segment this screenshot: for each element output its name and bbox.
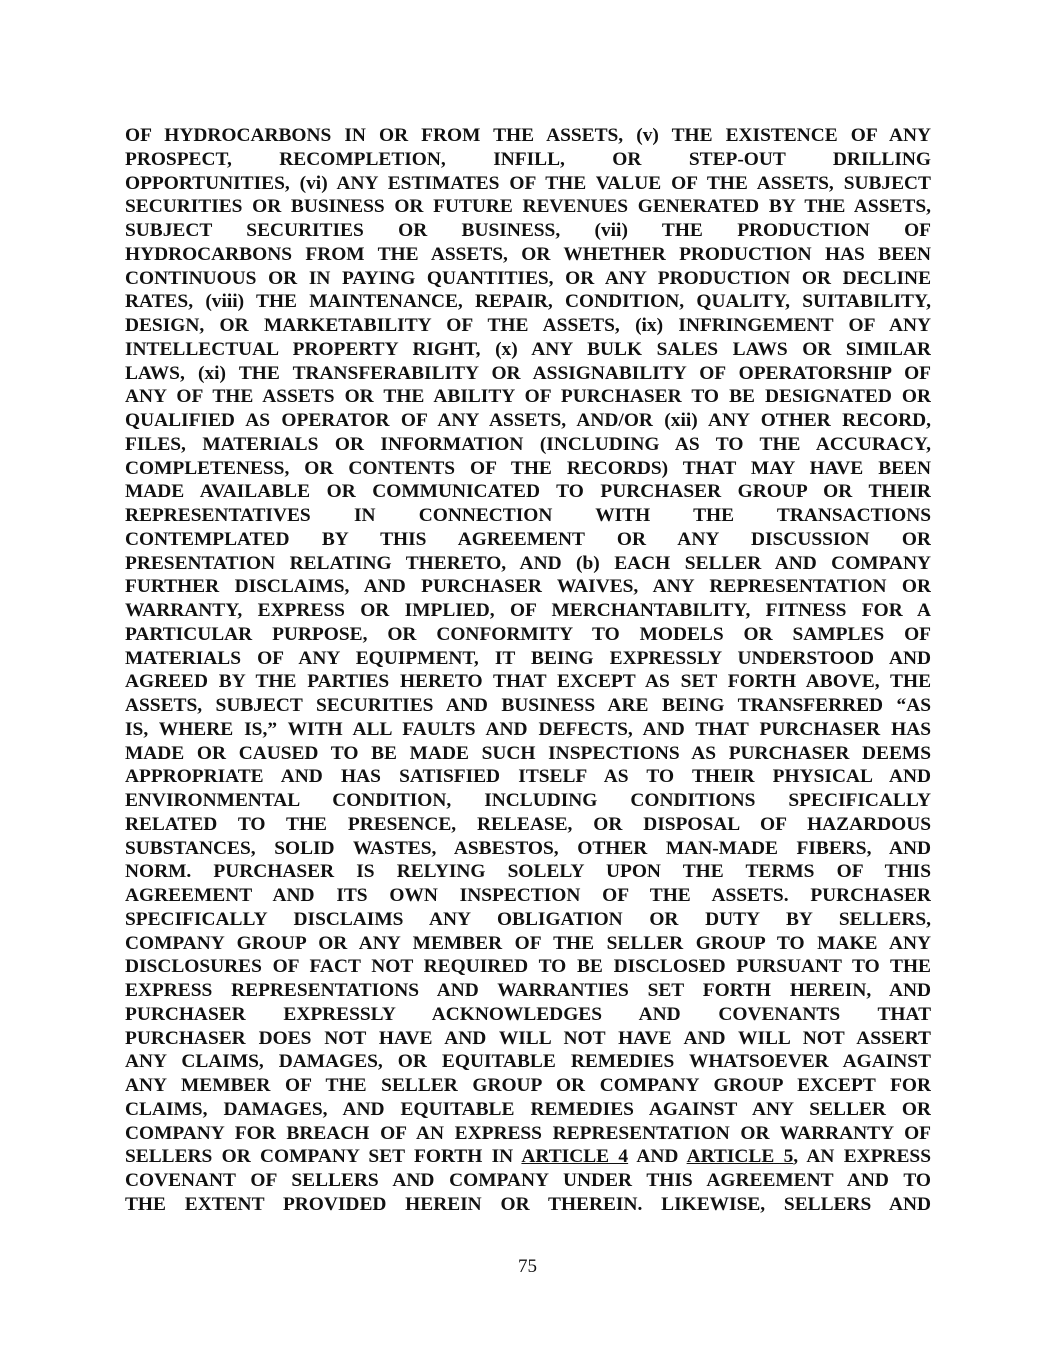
paragraph-line: RELATED TO THE PRESENCE, RELEASE, OR DISPOSAL OF HAZARDOUS (125, 813, 931, 835)
paragraph-line: ASSETS, SUBJECT SECURITIES AND BUSINESS ARE BEING TRANSFERRED “AS (125, 695, 931, 716)
paragraph-line: MADE OR CAUSED TO BE MADE SUCH INSPECTIONS AS PURCHASER DEEMS (125, 742, 931, 764)
paragraph-line: CLAIMS, DAMAGES, AND EQUITABLE REMEDIES AGAINST ANY SELLER OR (125, 1098, 931, 1120)
paragraph-line-article-refs (125, 1145, 931, 1169)
paragraph-line: SPECIFICALLY DISCLAIMS ANY OBLIGATION OR DUTY BY SELLERS, (125, 908, 931, 930)
paragraph-line: PURCHASER EXPRESSLY ACKNOWLEDGES AND COVENANTS THAT (125, 1003, 931, 1025)
paragraph-line: EXPRESS REPRESENTATIONS AND WARRANTIES SET FORTH HEREIN, AND (125, 980, 931, 1001)
paragraph-line: CONTEMPLATED BY THIS AGREEMENT OR ANY DISCUSSION OR (125, 528, 931, 550)
paragraph-line: ENVIRONMENTAL CONDITION, INCLUDING CONDITIONS SPECIFICALLY (125, 790, 931, 811)
paragraph-line: WARRANTY, EXPRESS OR IMPLIED, OF MERCHANTABILITY, FITNESS FOR A (125, 600, 931, 621)
line-text-before-refs: SELLERS OR COMPANY SET FORTH IN (125, 1146, 522, 1168)
paragraph-line: OF HYDROCARBONS IN OR FROM THE ASSETS, (v) THE EXISTENCE OF ANY (125, 125, 931, 146)
paragraph-line: AGREEMENT AND ITS OWN INSPECTION OF THE ASSETS. PURCHASER (125, 885, 931, 906)
paragraph-line: NORM. PURCHASER IS RELYING SOLELY UPON THE TERMS OF THIS (125, 861, 931, 883)
line-text-after-refs: , AN EXPRESS (793, 1146, 931, 1168)
paragraph-line: DESIGN, OR MARKETABILITY OF THE ASSETS, (ix) INFRINGEMENT OF ANY (125, 315, 931, 336)
line-text-between-refs: AND (628, 1146, 687, 1168)
paragraph-line: COMPANY GROUP OR ANY MEMBER OF THE SELLER GROUP TO MAKE ANY (125, 932, 931, 954)
paragraph-line: REPRESENTATIVES IN CONNECTION WITH THE TRANSACTIONS (125, 505, 931, 526)
paragraph-lines (125, 124, 931, 1145)
paragraph-line: ANY OF THE ASSETS OR THE ABILITY OF PURCHASER TO BE DESIGNATED OR (125, 386, 931, 408)
paragraph-line: SUBJECT SECURITIES OR BUSINESS, (vii) THE PRODUCTION OF (125, 220, 931, 241)
paragraph-line: QUALIFIED AS OPERATOR OF ANY ASSETS, AND/OR (xii) ANY OTHER RECORD, (125, 410, 931, 431)
paragraph-line: HYDROCARBONS FROM THE ASSETS, OR WHETHER PRODUCTION HAS BEEN (125, 243, 931, 265)
paragraph-line: LAWS, (xi) THE TRANSFERABILITY OR ASSIGNABILITY OF OPERATORSHIP OF (125, 362, 931, 384)
paragraph-line: AGREED BY THE PARTIES HERETO THAT EXCEPT AS SET FORTH ABOVE, THE (125, 671, 931, 693)
article-5-reference: ARTICLE 5 (686, 1146, 794, 1168)
paragraph-line: FURTHER DISCLAIMS, AND PURCHASER WAIVES, ANY REPRESENTATION OR (125, 576, 931, 598)
paragraph-line: COMPANY FOR BREACH OF AN EXPRESS REPRESENTATION OR WARRANTY OF (125, 1122, 931, 1144)
legal-disclaimer-paragraph (125, 124, 931, 1217)
paragraph-line: ANY MEMBER OF THE SELLER GROUP OR COMPANY GROUP EXCEPT FOR (125, 1075, 931, 1096)
paragraph-line: COVENANT OF SELLERS AND COMPANY UNDER THIS AGREEMENT AND TO (125, 1170, 931, 1191)
paragraph-line-final: THE EXTENT PROVIDED HEREIN OR THEREIN. LIKEWISE, SELLERS AND (125, 1193, 931, 1215)
paragraph-line: MADE AVAILABLE OR COMMUNICATED TO PURCHASER GROUP OR THEIR (125, 481, 931, 503)
article-4-reference: ARTICLE 4 (521, 1146, 629, 1168)
paragraph-line: DISCLOSURES OF FACT NOT REQUIRED TO BE DISCLOSED PURSUANT TO THE (125, 956, 931, 978)
paragraph-line: ANY CLAIMS, DAMAGES, OR EQUITABLE REMEDIES WHATSOEVER AGAINST (125, 1051, 931, 1073)
paragraph-line: APPROPRIATE AND HAS SATISFIED ITSELF AS TO THEIR PHYSICAL AND (125, 766, 931, 788)
paragraph-line: IS, WHERE IS,” WITH ALL FAULTS AND DEFECTS, AND THAT PURCHASER HAS (125, 718, 931, 740)
paragraph-line: CONTINUOUS OR IN PAYING QUANTITIES, OR ANY PRODUCTION OR DECLINE (125, 267, 931, 289)
paragraph-line: COMPLETENESS, OR CONTENTS OF THE RECORDS) THAT MAY HAVE BEEN (125, 457, 931, 479)
paragraph-line: RATES, (viii) THE MAINTENANCE, REPAIR, CONDITION, QUALITY, SUITABILITY, (125, 291, 931, 313)
paragraph-line: SUBSTANCES, SOLID WASTES, ASBESTOS, OTHER MAN-MADE FIBERS, AND (125, 837, 931, 859)
paragraph-line: PARTICULAR PURPOSE, OR CONFORMITY TO MODELS OR SAMPLES OF (125, 623, 931, 645)
page-number: 75 (518, 1256, 537, 1277)
paragraph-line: PURCHASER DOES NOT HAVE AND WILL NOT HAVE AND WILL NOT ASSERT (125, 1027, 931, 1049)
paragraph-line: PRESENTATION RELATING THERETO, AND (b) EACH SELLER AND COMPANY (125, 552, 931, 574)
paragraph-line: MATERIALS OF ANY EQUIPMENT, IT BEING EXPRESSLY UNDERSTOOD AND (125, 647, 931, 669)
paragraph-line: FILES, MATERIALS OR INFORMATION (INCLUDING AS TO THE ACCURACY, (125, 433, 931, 455)
paragraph-line: OPPORTUNITIES, (vi) ANY ESTIMATES OF THE VALUE OF THE ASSETS, SUBJECT (125, 172, 931, 194)
paragraph-line: PROSPECT, RECOMPLETION, INFILL, OR STEP-OUT DRILLING (125, 148, 931, 170)
paragraph-line: INTELLECTUAL PROPERTY RIGHT, (x) ANY BULK SALES LAWS OR SIMILAR (125, 338, 931, 360)
paragraph-line: SECURITIES OR BUSINESS OR FUTURE REVENUES GENERATED BY THE ASSETS, (125, 196, 931, 218)
